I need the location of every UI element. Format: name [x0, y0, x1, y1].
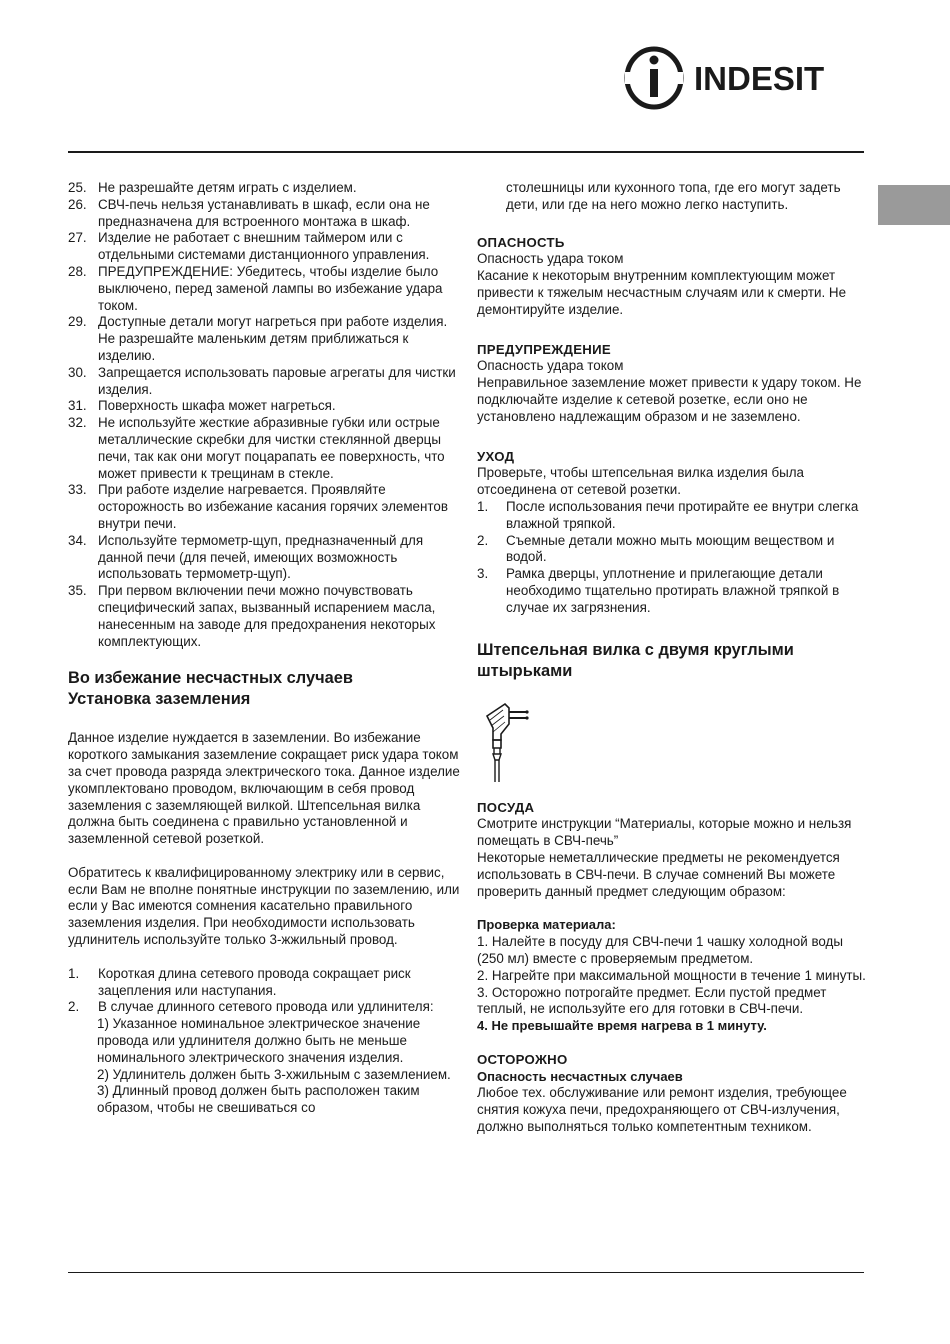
dishes-text: Смотрите инструкции “Материалы, которые можно и нельзя помещать в СВЧ-печь”: [477, 816, 852, 849]
list-item: 1. Короткая длина сетевого провода сокращает риск зацепления или наступания.: [68, 965, 411, 998]
list-item: 3. Рамка дверцы, уплотнение и прилегающие детали необходимо тщательно протирать влажной тряпкой в случае их загрязнения.: [477, 566, 840, 615]
footer-rule: [68, 1272, 864, 1273]
caution-text: Любое тех. обслуживание или ремонт изделия, требующее снятия кожуха печи, предохраняющего от СВЧ-излучения, должно выполняться только компетентным техником.: [477, 1085, 847, 1135]
list-item: 26. СВЧ-печь нельзя устанавливать в шкаф, если она не предназначена для встроенного монтажа в шкаф.: [68, 196, 430, 229]
plug-heading: Штепсельная вилка с двумя круглыми штырьками: [477, 640, 794, 680]
danger-title: ОПАСНОСТЬ: [477, 234, 565, 250]
svg-text:INDESIT: INDESIT: [694, 60, 825, 97]
header-rule: [68, 151, 864, 153]
dishes-text: Некоторые неметаллические предметы не рекомендуется использовать в СВЧ-печи. В случае сомнений Вы можете проверить данный предмет следующим образом:: [477, 849, 840, 899]
list-item: 32. Не используйте жесткие абразивные губки или острые металлические скребки для чистки стеклянной дверцы печи, так как они могут поцарапать ее поверхность, что может привести к трещинам в стекле.: [68, 415, 445, 481]
list-item: 34. Используйте термометр-щуп, предназначенный для данной печи (для печей, имеющих возможность использовать термометр-щуп).: [68, 532, 424, 582]
sub-item: 1) Указанное номинальное электрическое значение провода или удлинителя должно быть не меньше номинального электрического значения изделия.: [97, 1016, 421, 1065]
list-item: 29. Доступные детали могут нагреться при работе изделия. Не разрешайте маленьким детям приближаться к изделию.: [68, 314, 448, 363]
warning-text: Неправильное заземление может привести к удару током. Не подключайте изделие к сетевой розетке, если оно не установлено надлежащим образом и не заземлено.: [477, 375, 862, 424]
check-step: 3. Осторожно потрогайте предмет. Если пустой предмет теплый, не используйте его для готовки в СВЧ-печи.: [477, 984, 827, 1017]
list-item: 28. ПРЕДУПРЕЖДЕНИЕ: Убедитесь, чтобы изделие было выключено, перед заменой лампы во избежание удара током.: [68, 263, 443, 313]
danger-subtitle: Опасность удара током: [477, 251, 624, 267]
care-text: Проверьте, чтобы штепсельная вилка изделия была отсоединена от сетевой розетки.: [477, 465, 805, 498]
list-item: 30. Запрещается использовать паровые агрегаты для чистки изделия.: [68, 364, 456, 397]
continued-text: столешницы или кухонного топа, где его могут задеть дети, или где на него можно легко наступить.: [506, 180, 841, 212]
care-list: [477, 499, 869, 617]
sub-item: 2) Удлинитель должен быть 3-хжильным с заземлением.: [97, 1066, 451, 1082]
plug-icon: [479, 696, 539, 776]
electrician-paragraph: Обратитесь к квалифицированному электрику или в сервис, если Вам не вполне понятные инструкции по заземлению, или если у Вас имеются сомнения касательно правильного заземления изделия. При необходимости использовать удлинитель используйте только 3-жжильный провод.: [68, 864, 460, 948]
dishes-title: ПОСУДА: [477, 799, 535, 815]
sub-item: 3) Длинный провод должен быть расположен таким образом, чтобы не свешиваться со: [97, 1083, 420, 1116]
check-step: 4. Не превышайте время нагрева в 1 минуту.: [477, 1018, 767, 1034]
list-item: 33. При работе изделие нагревается. Проявляйте осторожность во избежание касания горячих элементов внутри печи.: [68, 482, 448, 531]
safety-list: [68, 180, 460, 650]
left-column: [68, 180, 460, 1117]
caution-subtitle: Опасность несчастных случаев: [477, 1068, 683, 1084]
list-item: 31. Поверхность шкафа может нагреться.: [68, 398, 336, 414]
check-step: 1. Налейте в посуду для СВЧ-печи 1 чашку холодной воды (250 мл) вместе с проверяемым предметом.: [477, 934, 843, 966]
cord-list: [68, 966, 460, 1016]
list-item: 27. Изделие не работает с внешним таймером или с отдельными системами дистанционного управления.: [68, 230, 430, 263]
list-item: 2. Съемные детали можно мыть моющим веществом и водой.: [477, 532, 835, 565]
list-item: 2. В случае длинного сетевого провода или удлинителя:: [68, 999, 434, 1015]
caution-title: ОСТОРОЖНО: [477, 1051, 568, 1067]
list-item: 1. После использования печи протирайте ее внутри слегка влажной тряпкой.: [477, 498, 859, 531]
list-item: 35. При первом включении печи можно почувствовать специфический запах, вызванный испарением масла, нанесенным на заводе для предохранения некоторых комплектующих.: [68, 583, 436, 649]
heading-accidents: Во избежание несчастных случаев: [68, 669, 353, 688]
list-item: 25. Не разрешайте детям играть с изделием.: [68, 180, 357, 195]
heading-grounding: Установка заземления: [68, 690, 251, 709]
danger-text: Касание к некоторым внутренним комплектующим может привести к тяжелым несчастным случаям или к смерти. Не демонтируйте изделие.: [477, 268, 847, 317]
section-heading: [68, 668, 460, 710]
check-step: 2. Нагрейте при максимальной мощности в течение 1 минуты.: [477, 967, 866, 983]
care-title: УХОД: [477, 448, 515, 464]
section-tab: [878, 185, 950, 225]
warning-title: ПРЕДУПРЕЖДЕНИЕ: [477, 341, 612, 357]
grounding-paragraph: Данное изделие нуждается в заземлении. Во избежание короткого замыкания заземление сокращает риск удара током за счет провода разряда электрического тока. Данное изделие укомплектовано проводом, включающим в себя провод заземления с заземляющей вилкой. Штепсельная вилка должна быть соединена с правильно установленной и заземленной сетевой розеткой.: [68, 730, 460, 847]
warning-subtitle: Опасность удара током: [477, 358, 624, 374]
check-title: Проверка материала:: [477, 917, 616, 933]
indesit-logo: [624, 46, 864, 110]
right-column: [477, 180, 869, 1136]
